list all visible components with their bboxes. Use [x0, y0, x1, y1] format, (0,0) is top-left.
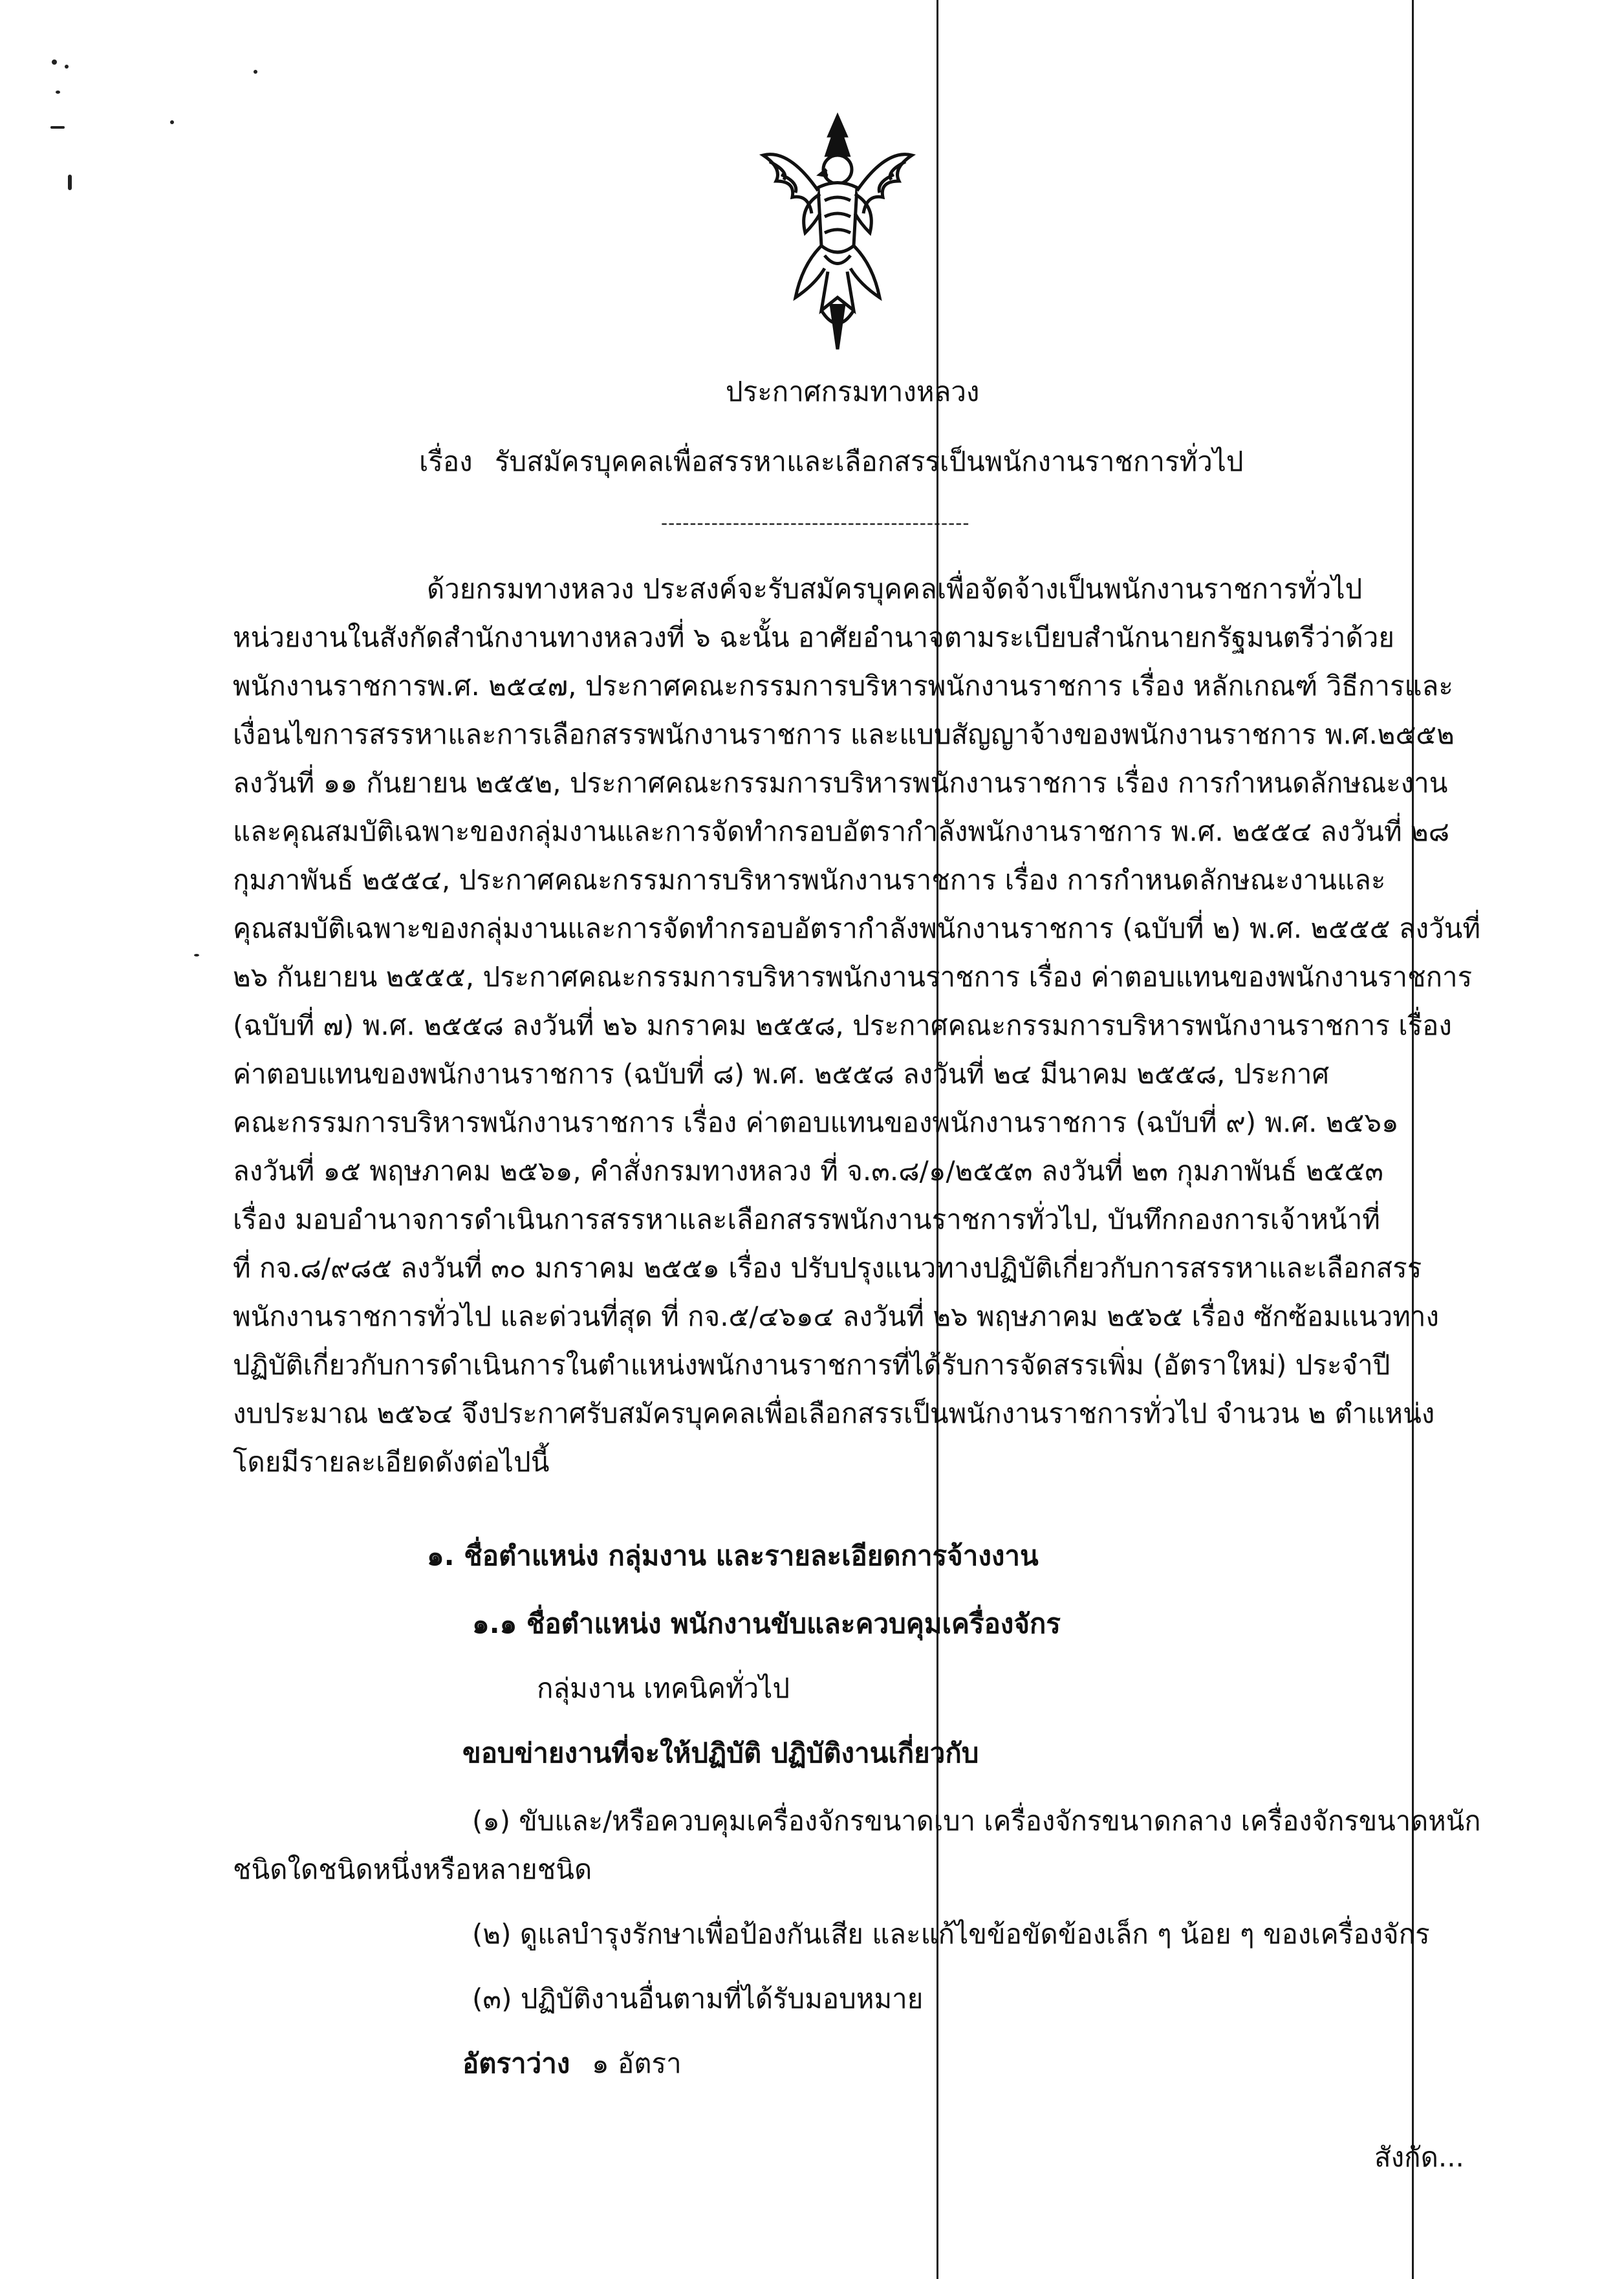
paragraph-line: เรื่อง มอบอำนาจการดำเนินการสรรหาและเลือกสรรพนักงานราชการทั่วไป, บันทึกกองการเจ้าหน้าที่: [233, 1204, 1380, 1235]
paragraph-line: พนักงานราชการพ.ศ. ๒๕๔๗, ประกาศคณะกรรมการบริหารพนักงานราชการ เรื่อง หลักเกณฑ์ วิธีการและ: [233, 670, 1453, 702]
position-heading: ๑.๑ ชื่อตำแหน่ง พนักงานขับและควบคุมเครื่องจักร: [472, 1608, 1061, 1639]
paragraph-line: และคุณสมบัติเฉพาะของกลุ่มงานและการจัดทำกรอบอัตรากำลังพนักงานราชการ พ.ศ. ๒๕๕๔ ลงวันที่ ๒๘: [233, 815, 1450, 847]
scan-speck: [50, 126, 65, 129]
duty-item: (๓) ปฏิบัติงานอื่นตามที่ได้รับมอบหมาย: [472, 1983, 924, 2014]
vacancy-label: อัตราว่าง: [462, 2047, 570, 2079]
scope-heading: ขอบข่ายงานที่จะให้ปฏิบัติ ปฏิบัติงานเกี่ยวกับ: [462, 1737, 979, 1769]
separator: -------------------------------------------: [661, 512, 970, 534]
continuation-marker: สังกัด...: [1374, 2141, 1464, 2173]
paragraph-line: คณะกรรมการบริหารพนักงานราชการ เรื่อง ค่าตอบแทนของพนักงานราชการ (ฉบับที่ ๙) พ.ศ. ๒๕๖๑: [233, 1107, 1399, 1138]
paragraph-line: โดยมีรายละเอียดดังต่อไปนี้: [233, 1446, 550, 1478]
paragraph-line: ๒๖ กันยายน ๒๕๕๕, ประกาศคณะกรรมการบริหารพนักงานราชการ เรื่อง ค่าตอบแทนของพนักงานราชการ: [233, 961, 1473, 993]
paragraph-line: ที่ กจ.๘/๙๘๕ ลงวันที่ ๓๐ มกราคม ๒๕๕๑ เรื่อง ปรับปรุงแนวทางปฏิบัติเกี่ยวกับการสรรหาและเลือกสรร: [233, 1252, 1422, 1284]
document-title: ประกาศกรมทางหลวง: [726, 376, 980, 407]
duty-item: ชนิดใดชนิดหนึ่งหรือหลายชนิด: [233, 1853, 592, 1885]
section-heading: ๑. ชื่อตำแหน่ง กลุ่มงาน และรายละเอียดการจ้างงาน: [427, 1540, 1039, 1572]
scan-speck: [170, 120, 174, 124]
duty-item: (๑) ขับและ/หรือควบคุมเครื่องจักรขนาดเบา เครื่องจักรขนาดกลาง เครื่องจักรขนาดหนัก: [472, 1805, 1481, 1837]
paragraph-line: ลงวันที่ ๑๑ กันยายน ๒๕๕๒, ประกาศคณะกรรมการบริหารพนักงานราชการ เรื่อง การกำหนดลักษณะงาน: [233, 767, 1448, 799]
scan-speck: [56, 91, 60, 94]
scan-speck: [254, 70, 257, 74]
paragraph-line: ปฏิบัติเกี่ยวกับการดำเนินการในตำแหน่งพนักงานราชการที่ได้รับการจัดสรรเพิ่ม (อัตราใหม่) ประจำปี: [233, 1349, 1391, 1381]
paragraph-line: งบประมาณ ๒๕๖๔ จึงประกาศรับสมัครบุคคลเพื่อเลือกสรรเป็นพนักงานราชการทั่วไป จำนวน ๒ ตำแหน่ง: [233, 1398, 1435, 1429]
scan-speck: [68, 175, 72, 190]
paragraph-line: เงื่อนไขการสรรหาและการเลือกสรรพนักงานราชการ และแบบสัญญาจ้างของพนักงานราชการ พ.ศ.๒๕๕๒: [233, 718, 1455, 750]
paragraph-line: คุณสมบัติเฉพาะของกลุ่มงานและการจัดทำกรอบอัตรากำลังพนักงานราชการ (ฉบับที่ ๒) พ.ศ. ๒๕๕๕ ลงวันที่: [233, 913, 1481, 944]
subject-label: เรื่อง: [419, 446, 473, 477]
paragraph-line: หน่วยงานในสังกัดสำนักงานทางหลวงที่ ๖ ฉะนั้น อาศัยอำนาจตามระเบียบสำนักนายกรัฐมนตรีว่าด้วย: [233, 621, 1394, 653]
duty-item: (๒) ดูแลบำรุงรักษาเพื่อป้องกันเสีย และแก้ไขข้อขัดข้องเล็ก ๆ น้อย ๆ ของเครื่องจักร: [472, 1918, 1430, 1950]
paragraph-line: ค่าตอบแทนของพนักงานราชการ (ฉบับที่ ๘) พ.ศ. ๒๕๕๘ ลงวันที่ ๒๔ มีนาคม ๒๕๕๘, ประกาศ: [233, 1058, 1330, 1090]
vacancy-value: ๑ อัตรา: [592, 2047, 682, 2079]
paragraph-line: กุมภาพันธ์ ๒๕๕๔, ประกาศคณะกรรมการบริหารพนักงานราชการ เรื่อง การกำหนดลักษณะงานและ: [233, 864, 1386, 896]
scan-speck: [52, 59, 57, 65]
scan-speck: [65, 65, 69, 69]
garuda-emblem-icon: [744, 110, 931, 356]
paragraph-line: ด้วยกรมทางหลวง ประสงค์จะรับสมัครบุคคลเพื่อจัดจ้างเป็นพนักงานราชการทั่วไป: [427, 573, 1363, 605]
scan-speck: [194, 954, 199, 956]
paragraph-line: พนักงานราชการทั่วไป และด่วนที่สุด ที่ กจ.๕/๔๖๑๔ ลงวันที่ ๒๖ พฤษภาคม ๒๕๖๕ เรื่อง ซักซ้อมแนวทาง: [233, 1301, 1439, 1332]
subject-text: รับสมัครบุคคลเพื่อสรรหาและเลือกสรรเป็นพนักงานราชการทั่วไป: [495, 446, 1244, 477]
paragraph-line: (ฉบับที่ ๗) พ.ศ. ๒๕๕๘ ลงวันที่ ๒๖ มกราคม ๒๕๕๘, ประกาศคณะกรรมการบริหารพนักงานราชการ เรื่อง: [233, 1010, 1452, 1041]
job-group-line: กลุ่มงาน เทคนิคทั่วไป: [537, 1672, 790, 1704]
paragraph-line: ลงวันที่ ๑๕ พฤษภาคม ๒๕๖๑, คำสั่งกรมทางหลวง ที่ จ.๓.๘/๑/๒๕๕๓ ลงวันที่ ๒๓ กุมภาพันธ์ ๒๕๕๓: [233, 1155, 1384, 1187]
